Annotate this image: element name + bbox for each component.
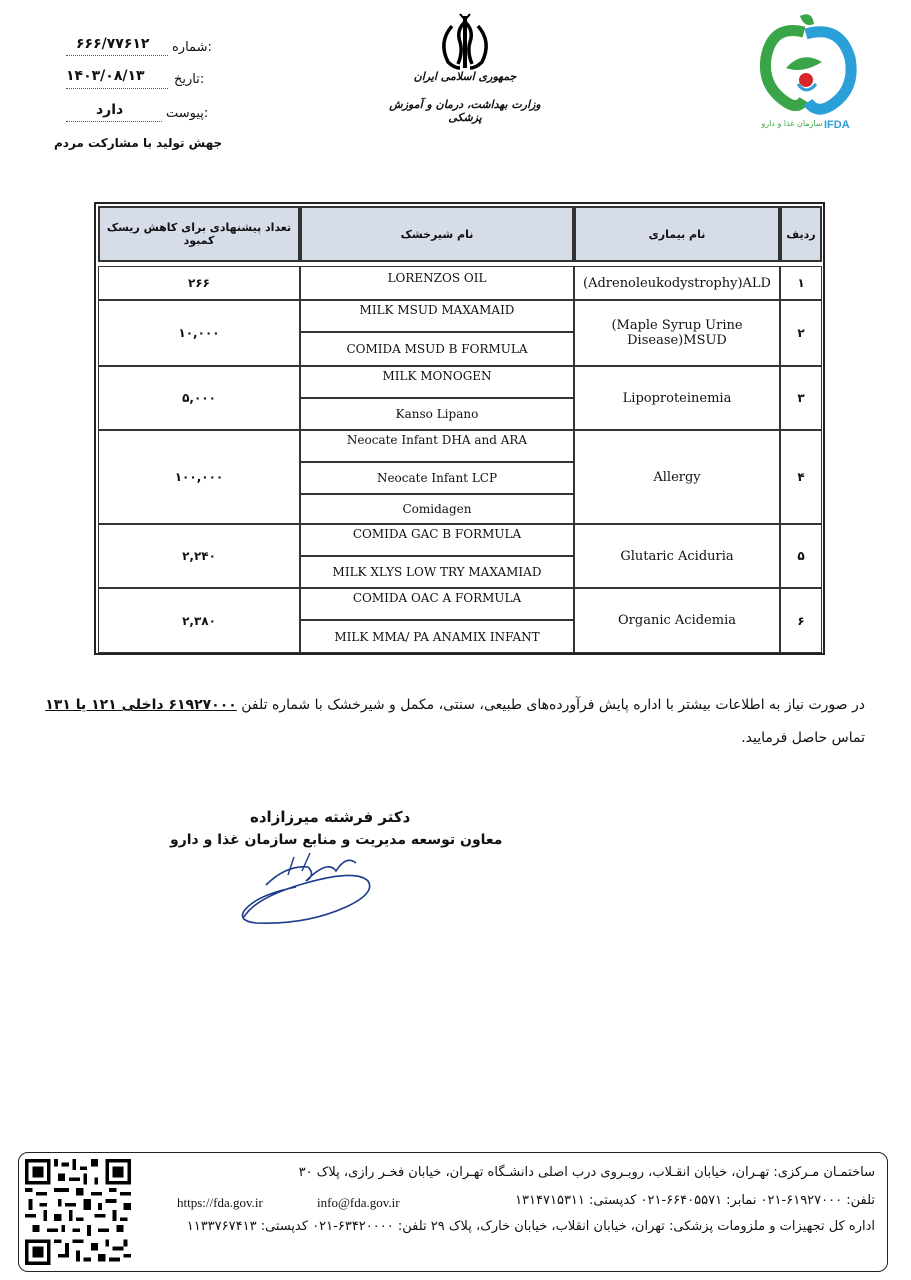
ifda-logo-fa: سازمان غذا و دارو [761, 119, 823, 128]
contact-paragraph [45, 697, 865, 713]
handwritten-signature-icon [236, 845, 386, 930]
number-dots [66, 55, 168, 56]
ministry-line2: وزارت بهداشت، درمان و آموزش پزشکی [389, 98, 541, 124]
row-1-number: ۱ [780, 266, 822, 300]
date-label: تاریخ: [174, 72, 205, 87]
footer-address: ساختمـان مـرکزی: تهـران، خیابان انقـلاب، روبـروی درب اصلی دانشـگاه تهـران، خیابان فخـر رازی، پلاک ۳۰ [298, 1165, 875, 1180]
contact-paragraph-line2: تماس حاصل فرمایید. [741, 730, 865, 746]
row-6-number: ۶ [780, 588, 822, 653]
ifda-logo-icon [742, 10, 867, 135]
contact-phone-highlight: ۶۱۹۲۷۰۰۰ داخلی ۱۲۱ یا ۱۳۱ [45, 697, 237, 713]
iran-emblem-icon [430, 12, 500, 72]
row-3-number: ۳ [780, 366, 822, 430]
footer-phones: تلفن: ۶۱۹۲۷۰۰۰-۰۲۱ نمابر: ۶۶۴۰۵۵۷۱-۰۲۱ کدپستی: ۱۳۱۴۷۱۵۳۱۱ [515, 1193, 875, 1208]
header-row-number: ردیف [780, 206, 822, 262]
row-5-disease: Glutaric Aciduria [574, 524, 780, 588]
row-3-formula-1: MILK MONOGEN [300, 366, 574, 398]
row-3-disease: Lipoproteinemia [574, 366, 780, 430]
row-1-disease: (Adrenoleukodystrophy)ALD [574, 266, 780, 300]
row-5-formula-1: COMIDA GAC B FORMULA [300, 524, 574, 556]
row-5-formula-2: MILK XLYS LOW TRY MAXAMIAD [300, 556, 574, 588]
attachment-label: پیوست: [166, 106, 209, 121]
row-4-formula-2: Neocate Infant LCP [300, 462, 574, 494]
qr-code-icon [25, 1159, 131, 1265]
footer-box [18, 1152, 888, 1272]
row-4-disease: Allergy [574, 430, 780, 524]
row-4-count: ۱۰۰,۰۰۰ [98, 430, 300, 524]
formula-table [94, 202, 825, 655]
footer-website-link[interactable]: https://fda.gov.ir [177, 1195, 263, 1210]
header-disease: نام بیماری [574, 206, 780, 262]
row-6-formula-2: MILK MMA/ PA ANAMIX INFANT [300, 620, 574, 653]
number-value: ۶۶۶/۷۷۶۱۲ [76, 36, 150, 52]
row-4-formula-1: Neocate Infant DHA and ARA [300, 430, 574, 462]
row-6-count: ۲,۳۸۰ [98, 588, 300, 653]
row-5-number: ۵ [780, 524, 822, 588]
header-formula: نام شیرخشک [300, 206, 574, 262]
footer-email-link[interactable]: info@fda.gov.ir [317, 1195, 400, 1210]
date-value: ۱۴۰۳/۰۸/۱۳ [66, 68, 145, 84]
row-2-number: ۲ [780, 300, 822, 366]
row-5-count: ۲,۲۴۰ [98, 524, 300, 588]
row-3-count: ۵,۰۰۰ [98, 366, 300, 430]
row-2-disease: (Maple Syrup Urine Disease)MSUD [574, 300, 780, 366]
row-6-disease: Organic Acidemia [574, 588, 780, 653]
row-2-count: ۱۰,۰۰۰ [98, 300, 300, 366]
attachment-value: دارد [96, 102, 124, 118]
row-2-formula-1: MILK MSUD MAXAMAID [300, 300, 574, 332]
footer-office: اداره کل تجهیزات و ملزومات پزشکی: تهران، خیابان انقلاب، خیابان خارک، پلاک ۲۹ تلفن: ۶۳۴۲۰۰۰۰-۰۲۱ کدپستی: ۱۱۳۳۷۶۷۴۱۳ [186, 1219, 875, 1234]
ifda-logo-text: IFDA [824, 119, 850, 131]
ministry-line1: جمهوری اسلامی ایران [413, 70, 517, 83]
row-4-formula-3: Comidagen [300, 494, 574, 524]
row-4-number: ۴ [780, 430, 822, 524]
motto-text: جهش تولید با مشارکت مردم [54, 136, 223, 150]
row-2-formula-2: COMIDA MSUD B FORMULA [300, 332, 574, 366]
number-label: شماره: [172, 40, 212, 55]
row-6-formula-1: COMIDA OAC A FORMULA [300, 588, 574, 620]
contact-paragraph-text: در صورت نیاز به اطلاعات بیشتر با اداره پایش فرآورده‌های طبیعی، سنتی، مکمل و شیرخشک با شماره تلفن [236, 697, 865, 713]
attachment-dots [66, 121, 162, 122]
header-count: تعداد پیشنهادی برای کاهش ریسک کمبود [98, 206, 300, 262]
date-dots [66, 88, 168, 89]
signer-name: دکتر فرشته میرزازاده [250, 808, 411, 826]
row-1-count: ۲۶۶ [98, 266, 300, 300]
signer-title: معاون توسعه مدیریت و منابع سازمان غذا و دارو [170, 832, 503, 848]
row-1-formula-1: LORENZOS OIL [300, 266, 574, 300]
row-3-formula-2: Kanso Lipano [300, 398, 574, 430]
